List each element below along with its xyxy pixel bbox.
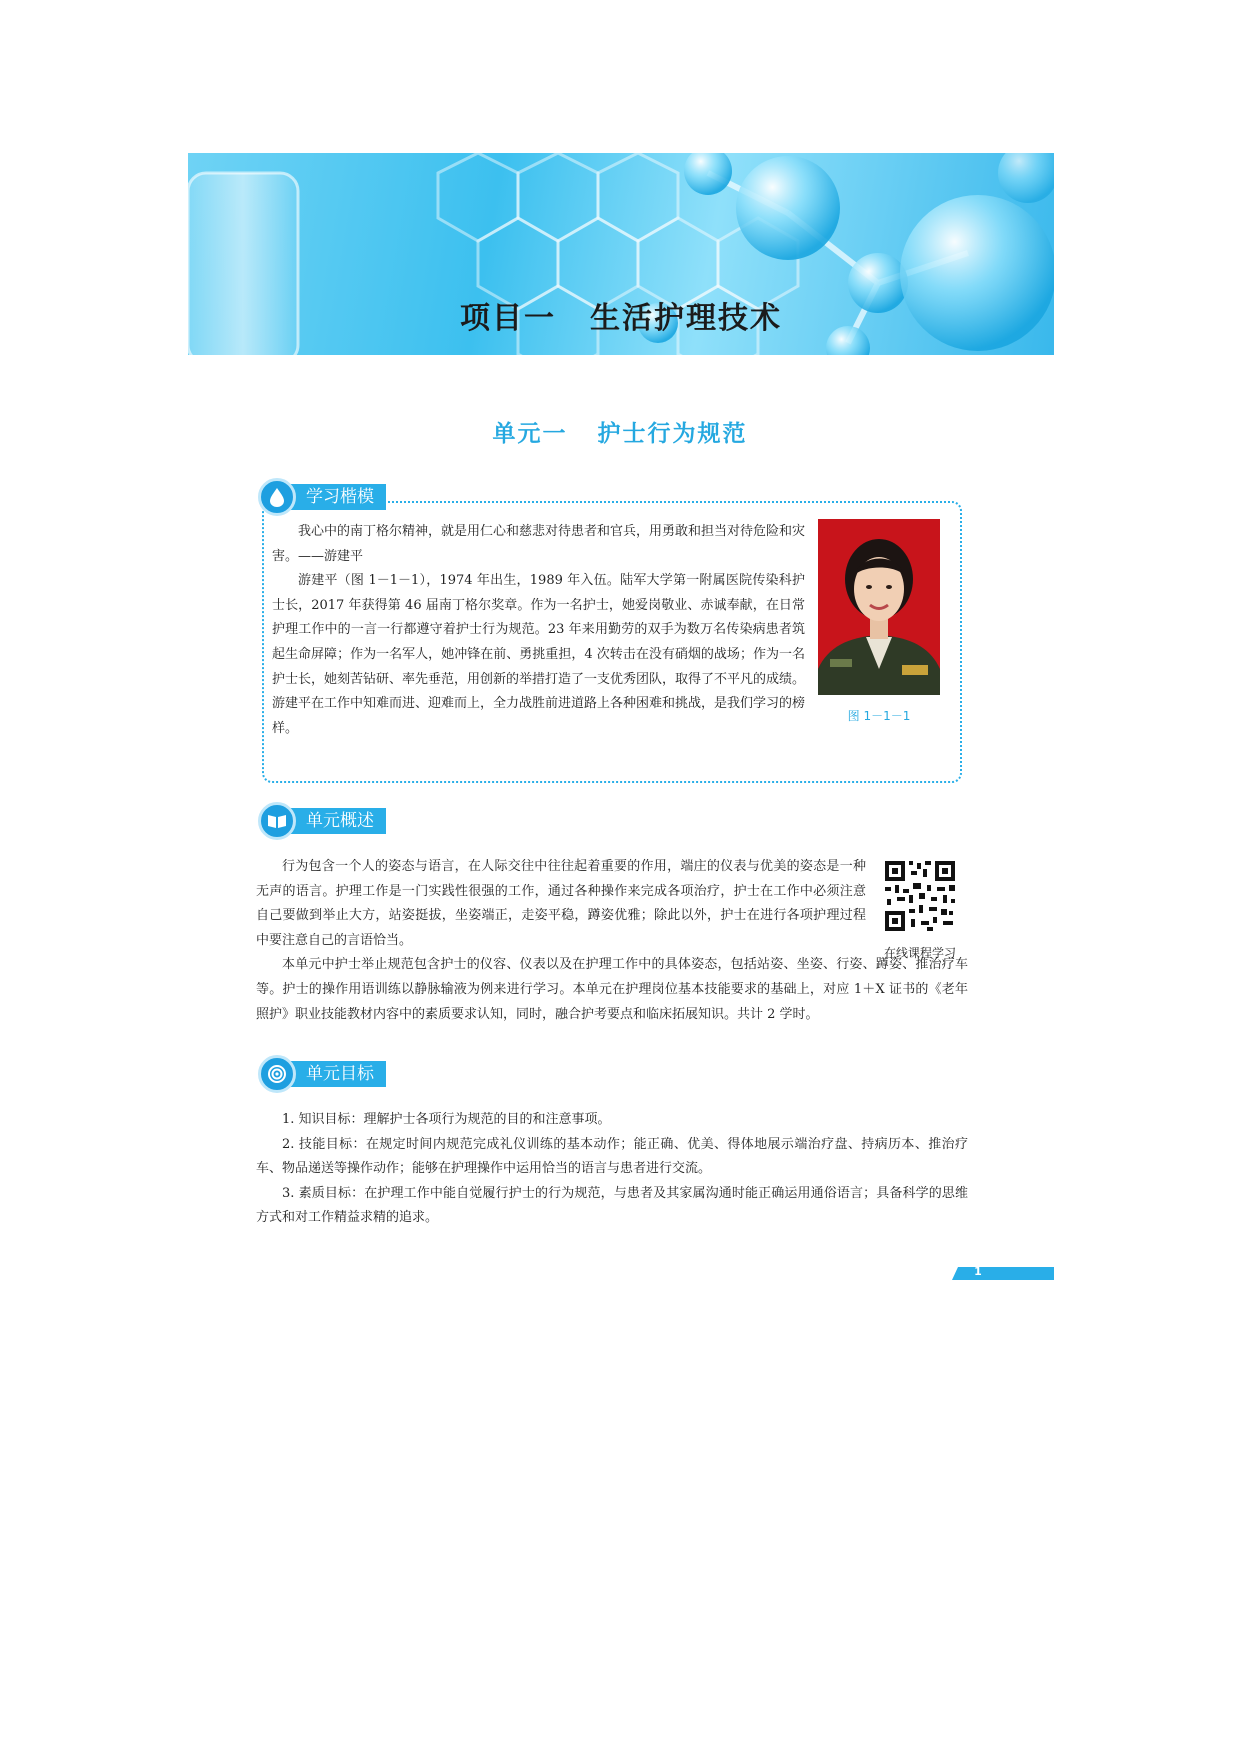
- project-number: 项目一: [460, 301, 556, 336]
- chapter-banner: [188, 153, 1054, 355]
- section-header-goals: [258, 1055, 386, 1093]
- unit-title-text: 护士行为规范: [597, 421, 748, 447]
- role-model-text: [272, 520, 805, 741]
- role-model-bio: 游建平（图 1－1－1），1974 年出生，1989 年入伍。陆军大学第一附属医院传染科护士长，2017 年获得第 46 届南丁格尔奖章。作为一名护士，她爱岗敬业、赤诚奉献，在日常护理工作中的一言一行都遵守着护士行为规范。23 年来用勤劳的双手为数万名传染病患者筑起生命屏障；作为一名军人，她冲锋在前、勇挑重担，4 次转击在没有硝烟的战场；作为一名护士长，她刻苦钻研、率先垂范，用创新的举措打造了一支优秀团队，取得了不平凡的成绩。游建平在工作中知难而进、迎难而上，全力战胜前进道路上各种困难和挑战，是我们学习的榜样。: [272, 573, 806, 736]
- goal-item: 1. 知识目标：理解护士各项行为规范的目的和注意事项。: [282, 1112, 611, 1127]
- unit-overview-text: [256, 855, 968, 1027]
- qr-caption: 在线课程学习: [883, 946, 956, 960]
- section-label: 学习楷模: [290, 484, 386, 510]
- section-label: 单元概述: [290, 808, 386, 834]
- unit-number: 单元一: [492, 421, 568, 447]
- goal-item: 2. 技能目标：在规定时间内规范完成礼仪训练的基本动作；能正确、优美、得体地展示端治疗盘、持病历本、推治疗车、物品递送等操作动作；能够在护理操作中运用恰当的语言与患者进行交流。: [256, 1136, 968, 1177]
- role-model-quote: 我心中的南丁格尔精神，就是用仁心和慈悲对待患者和官兵，用勇敢和担当对待危险和灾害。——游建平: [272, 524, 806, 564]
- section-label: 单元目标: [290, 1061, 386, 1087]
- book-icon: [258, 802, 296, 840]
- goal-item: 3. 素质目标：在护理工作中能自觉履行护士的行为规范，与患者及其家属沟通时能正确运用通俗语言；具备科学的思维方式和对工作精益求精的追求。: [256, 1185, 968, 1226]
- section-header-overview: [258, 802, 386, 840]
- section-header-role-model: [258, 478, 386, 516]
- target-icon: [258, 1055, 296, 1093]
- water-drop-icon: [258, 478, 296, 516]
- chapter-title: [188, 293, 1054, 337]
- overview-paragraph: 本单元中护士举止规范包含护士的仪容、仪表以及在护理工作中的具体姿态，包括站姿、坐姿、行姿、蹲姿、推治疗车等。护士的操作用语训练以静脉输液为例来进行学习。本单元在护理岗位基本技能要求的基础上，对应 1＋X 证书的《老年照护》职业技能教材内容中的素质要求认知，同时，融合护考要点和临床拓展知识。共计 2 学时。: [256, 957, 968, 1022]
- page-number: 1: [974, 1265, 982, 1278]
- overview-paragraph: 行为包含一个人的姿态与语言，在人际交往中往往起着重要的作用，端庄的仪表与优美的姿态是一种无声的语言。护理工作是一门实践性很强的工作，通过各种操作来完成各项治疗，护士在工作中必须注意自己要做到举止大方，站姿挺拔，坐姿端正，走姿平稳，蹲姿优雅；除此以外，护士在进行各项护理过程中要注意自己的言语恰当。: [256, 859, 866, 948]
- nurse-portrait-photo: [818, 519, 940, 695]
- unit-goals-list: [256, 1108, 968, 1231]
- qr-code-icon[interactable]: [883, 859, 957, 933]
- unit-heading: [0, 415, 1240, 448]
- project-title: 生活护理技术: [590, 301, 782, 336]
- figure-caption: 图 1－1－1: [847, 709, 911, 723]
